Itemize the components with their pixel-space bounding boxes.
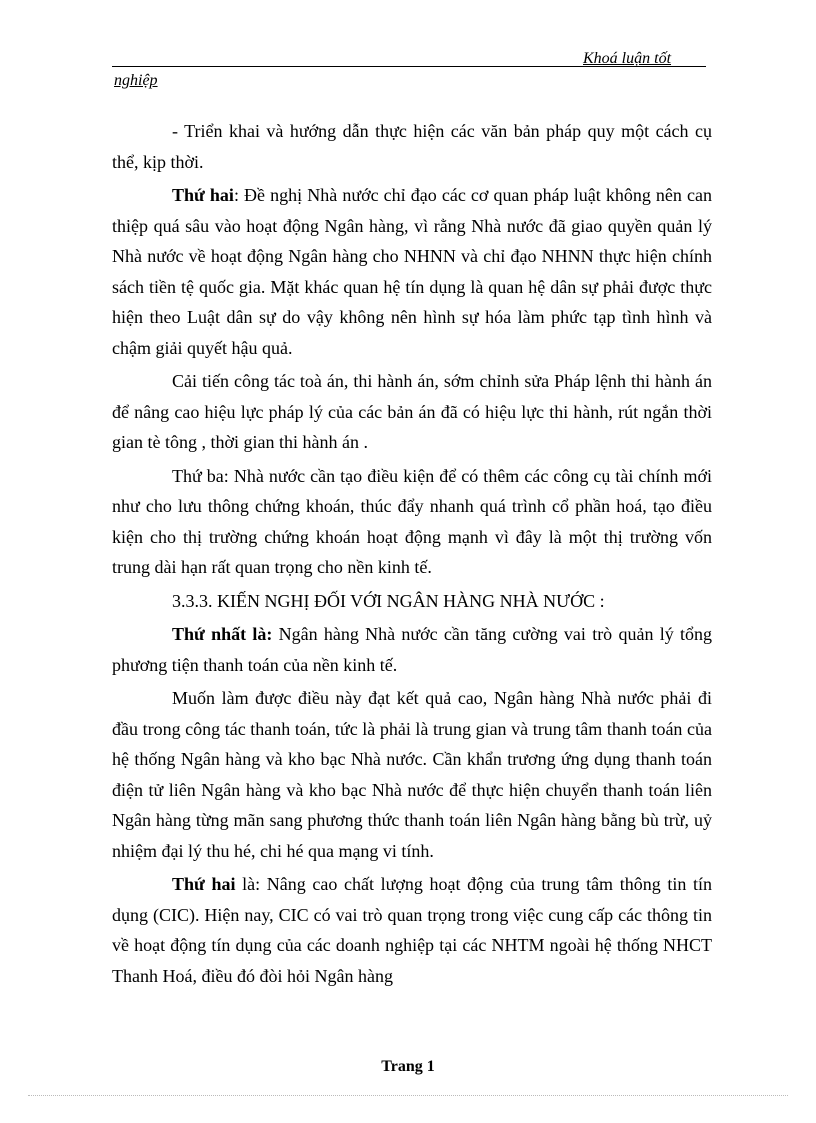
running-header-title: Khoá luận tốt bbox=[583, 50, 672, 67]
paragraph-4: Thứ ba: Nhà nước cần tạo điều kiện để có thêm các công cụ tài chính mới như cho lưu thông chứng khoán, thúc đẩy nhanh quá trình cổ phần hoá, tạo điều kiện cho thị trường chứng khoán hoạt động mạnh vì đây là một thị trường vốn trung dài hạn rất quan trọng cho nền kinh tế. bbox=[112, 465, 712, 577]
paragraph-2 bbox=[112, 180, 712, 363]
paragraph-7-lead: Thứ hai bbox=[172, 874, 236, 894]
paragraph-6: Muốn làm được điều này đạt kết quả cao, Ngân hàng Nhà nước phải đi đầu trong công tác thanh toán, tức là phải là trung gian và trung tâm thanh toán của hệ thống Ngân hàng và kho bạc Nhà nước. Cần khẩn trương ứng dụng thanh toán điện tử liên Ngân hàng và kho bạc Nhà nước để thực hiện chuyển thanh toán liên Ngân hàng từng mãn sang phương thức thanh toán liên Ngân hàng bằng bù trừ, uỷ nhiệm đại lý thu hé, chi hé qua mạng vi tính. bbox=[112, 688, 712, 861]
paragraph-1: - Triển khai và hướng dẫn thực hiện các văn bản pháp quy một cách cụ thể, kịp thời. bbox=[112, 121, 712, 172]
paragraph-5-lead: Thứ nhất là: bbox=[172, 624, 273, 644]
header-rule bbox=[112, 66, 706, 67]
paragraph-5-text: Ngân hàng Nhà nước cần tăng cường vai trò quản lý tổng phương tiện thanh toán của nền kinh tế. bbox=[112, 624, 712, 675]
section-heading: 3.3.3. KIẾN NGHỊ ĐỐI VỚI NGÂN HÀNG NHÀ NƯỚC : bbox=[172, 590, 605, 611]
running-header-continuation: nghiệp bbox=[114, 72, 158, 89]
page-number: Trang 1 bbox=[381, 1058, 435, 1075]
paragraph-2-lead: Thứ hai bbox=[172, 185, 234, 205]
body-text bbox=[112, 116, 712, 994]
paragraph-7 bbox=[112, 869, 712, 991]
paragraph-2-text: : Đề nghị Nhà nước chỉ đạo các cơ quan pháp luật không nên can thiệp quá sâu vào hoạt động Ngân hàng, vì rằng Nhà nước đã giao quyền quản lý Nhà nước về hoạt động Ngân hàng cho NHNN và chỉ đạo NHNN thực hiện chính sách tiền tệ quốc gia. Mặt khác quan hệ tín dụng là quan hệ dân sự phải được thực hiện theo Luật dân sự do vậy không nên hình sự hóa làm phức tạp tình hình và chậm giải quyết hậu quả. bbox=[112, 185, 712, 358]
footer-rule bbox=[28, 1095, 788, 1096]
paragraph-7-text: là: Nâng cao chất lượng hoạt động của trung tâm thông tin tín dụng (CIC). Hiện nay, CIC có vai trò quan trọng trong việc cung cấp các thông tin về hoạt động tín dụng của các doanh nghiệp tại các NHTM ngoài hệ thống NHCT Thanh Hoá, điều đó đòi hỏi Ngân hàng bbox=[112, 874, 712, 986]
paragraph-3: Cải tiến công tác toà án, thi hành án, sớm chỉnh sửa Pháp lệnh thi hành án để nâng cao hiệu lực pháp lý của các bản án đã có hiệu lực thi hành, rút ngắn thời gian tè tông , thời gian thi hành án . bbox=[112, 371, 712, 452]
paragraph-5 bbox=[112, 619, 712, 680]
